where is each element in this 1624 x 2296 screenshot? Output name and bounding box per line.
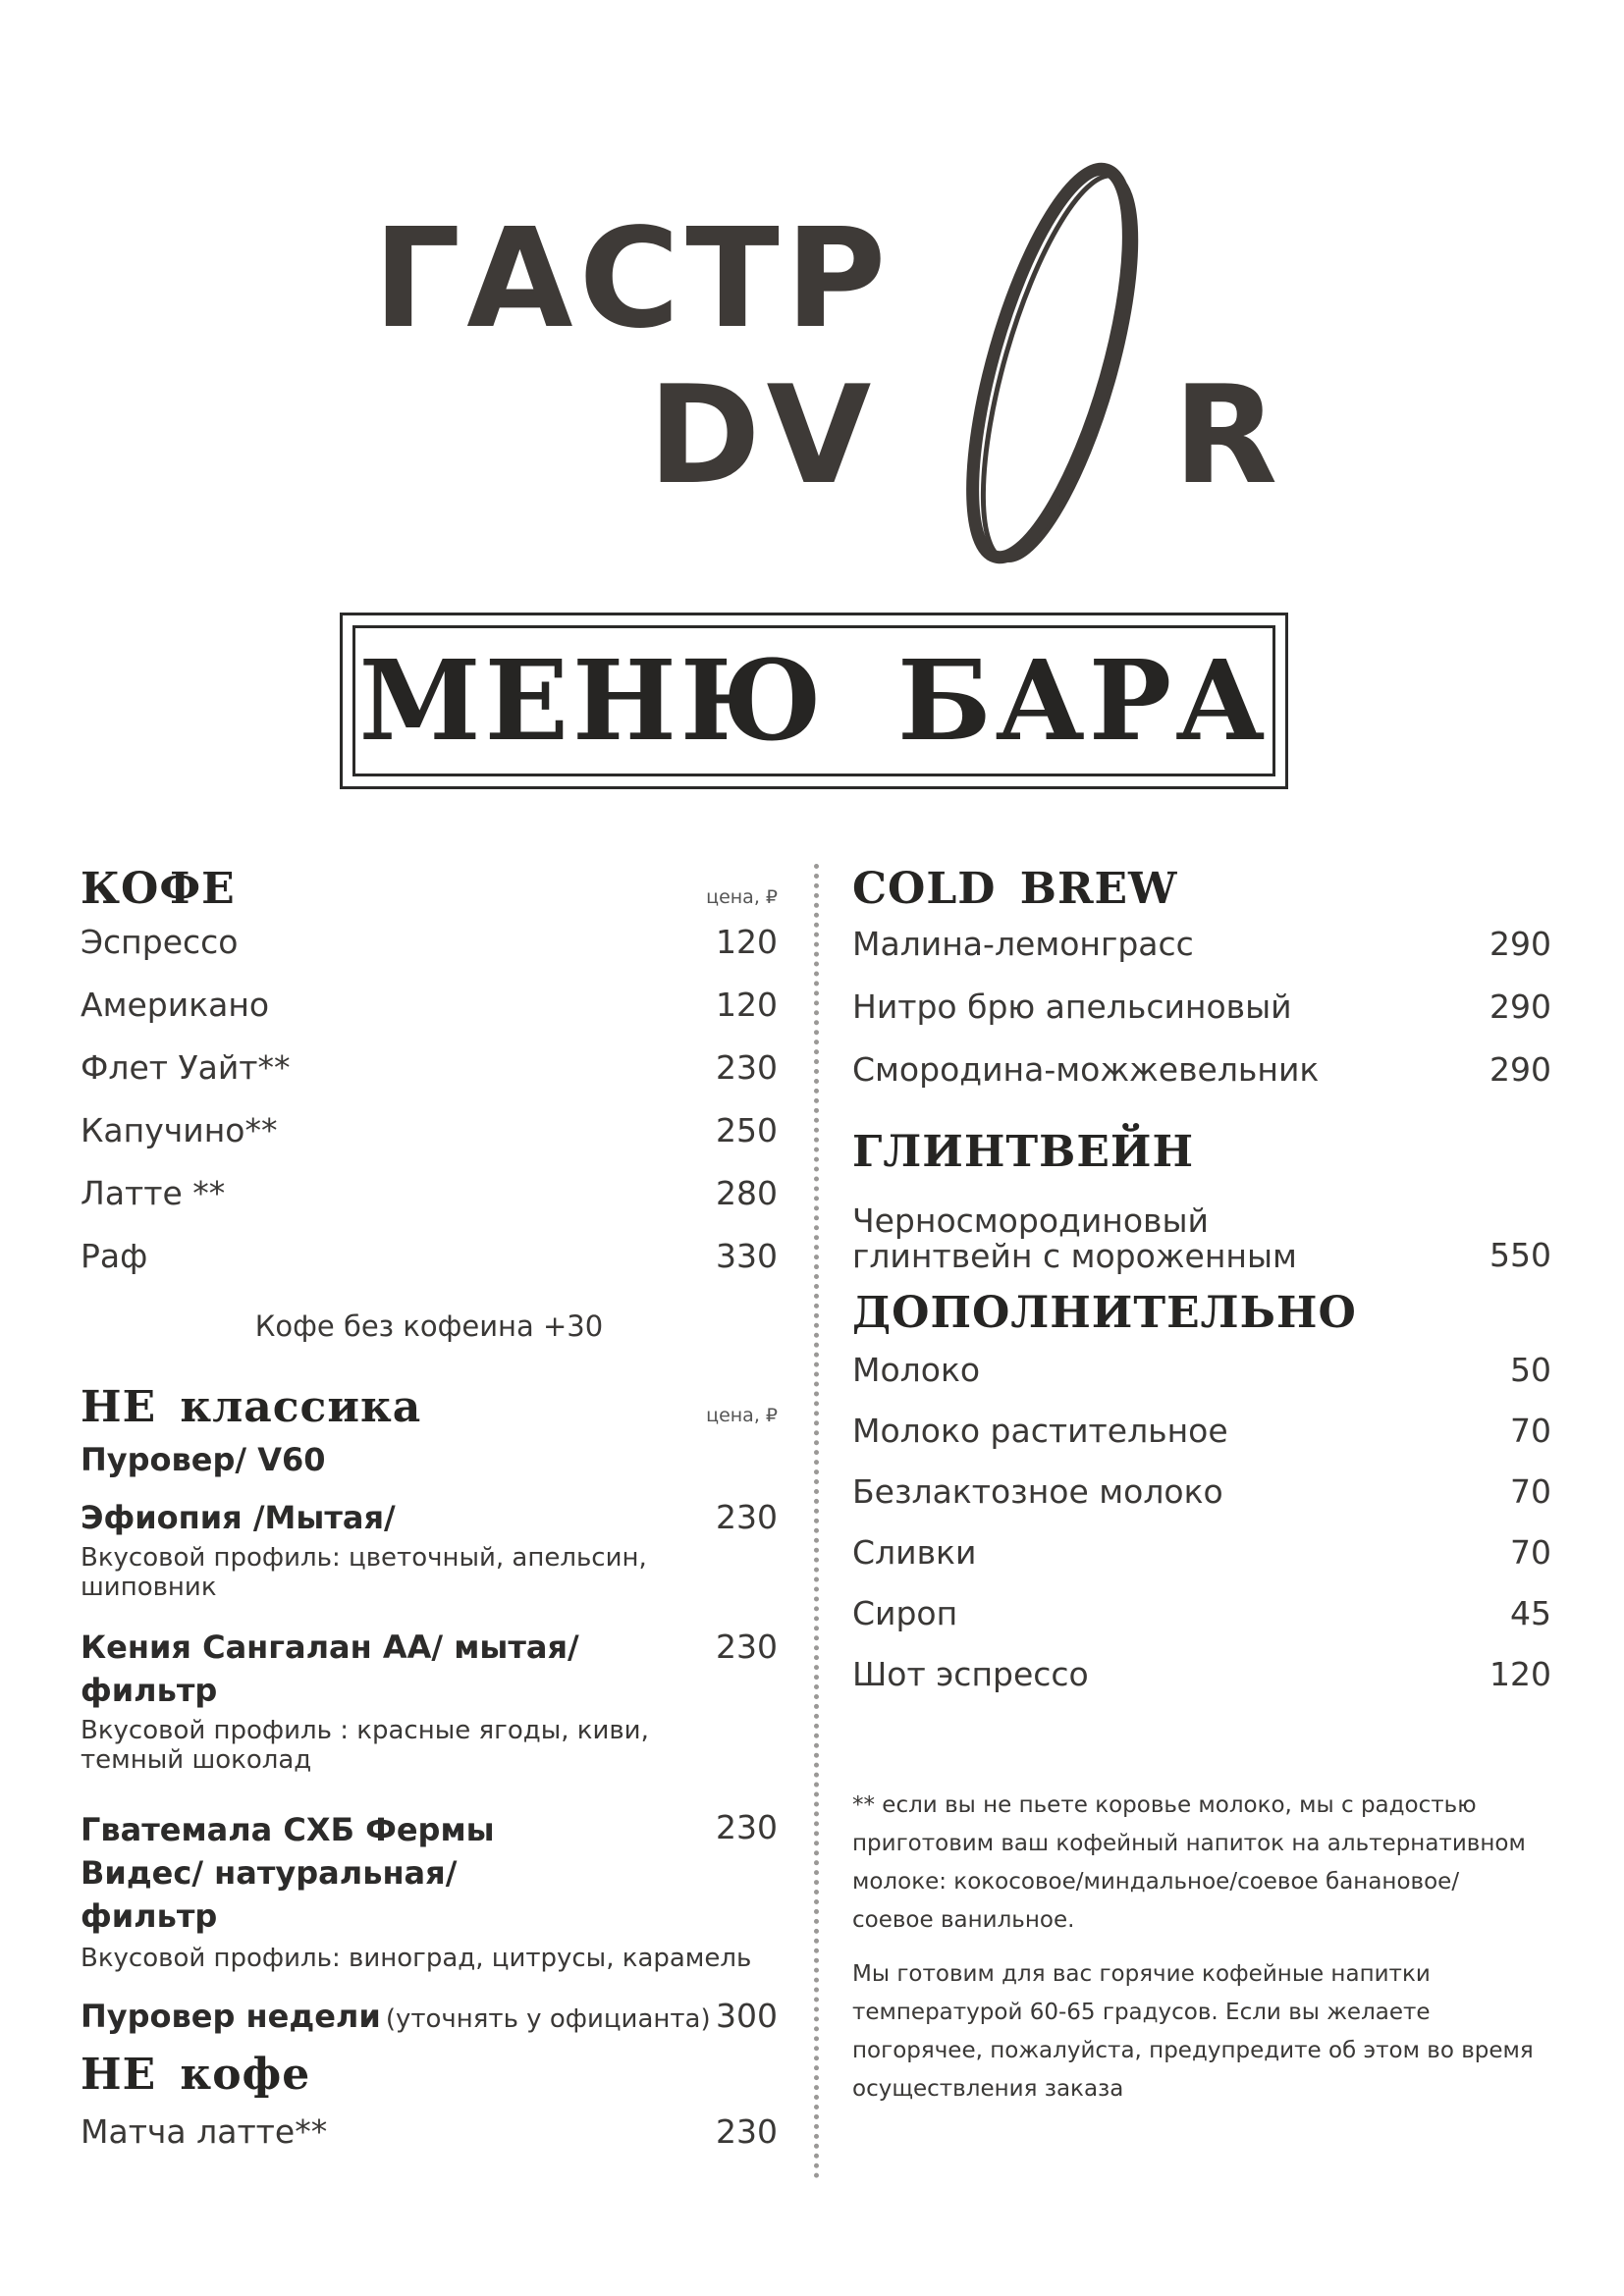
item-price: 70 <box>1510 1412 1551 1450</box>
temperature-note-line: Мы готовим для вас горячие кофейные напитки <box>852 1961 1431 1987</box>
milk-note-line: приготовим ваш кофейный напиток на альтернативном <box>852 1831 1526 1856</box>
item-name: Капучино** <box>81 1111 278 1149</box>
non-classic-price-note: цена, ₽ <box>706 1405 778 1426</box>
item-name: Шот эспрессо <box>852 1655 1089 1693</box>
logo-line-3: R <box>1173 356 1284 514</box>
item-price: 290 <box>1489 925 1551 963</box>
milk-note-line: ** если вы не пьете коровье молоко, мы с радостью <box>852 1792 1477 1818</box>
cold-brew-section <box>852 864 1551 1127</box>
item-price: 120 <box>716 923 778 961</box>
menu-item <box>81 923 778 986</box>
item-price: 330 <box>716 1237 778 1275</box>
menu-item <box>81 1496 778 1539</box>
item-price: 230 <box>716 1048 778 1087</box>
title-inner-frame <box>352 625 1275 776</box>
item-price: 70 <box>1510 1472 1551 1511</box>
coffee-title: КОФЕ <box>81 864 236 914</box>
item-name: Сливки <box>852 1533 977 1572</box>
temperature-note-line: осуществления заказа <box>852 2076 1124 2102</box>
menu-item <box>852 988 1551 1050</box>
title-frame <box>340 613 1288 789</box>
temperature-note <box>852 1955 1551 2109</box>
item-name: Малина-лемонграсс <box>852 925 1194 963</box>
column-divider <box>814 864 819 2179</box>
non-classic-section <box>81 1382 778 2050</box>
menu-item <box>81 1048 778 1111</box>
item-price: 230 <box>716 1628 778 1666</box>
item-name: Эспрессо <box>81 923 239 961</box>
menu-item <box>81 1626 778 1712</box>
item-name: Раф <box>81 1237 148 1275</box>
coffee-section <box>81 864 778 1382</box>
item-price: 50 <box>1510 1351 1551 1389</box>
menu-item <box>852 1190 1551 1274</box>
taste-profile: Вкусовой профиль: цветочный, апельсин, шиповник <box>81 1543 647 1602</box>
item-price: 120 <box>716 986 778 1024</box>
mulled-wine-header <box>852 1127 1551 1190</box>
taste-profile: Вкусовой профиль: виноград, цитрусы, карамель <box>81 1944 752 1973</box>
item-name: Матча латте** <box>81 2112 328 2151</box>
item-name-group <box>81 1995 711 2038</box>
item-name: Безлактозное молоко <box>852 1472 1223 1511</box>
menu-item <box>81 1174 778 1237</box>
menu-item <box>81 2112 778 2175</box>
milk-note <box>852 1787 1551 1940</box>
menu-item <box>81 1237 778 1300</box>
menu-item <box>852 1655 1551 1716</box>
cold-brew-header <box>852 864 1551 925</box>
item-price: 280 <box>716 1174 778 1212</box>
item-name: Молоко <box>852 1351 981 1389</box>
non-classic-header <box>81 1382 778 1441</box>
menu-item <box>852 1050 1551 1127</box>
right-column <box>852 864 1551 2109</box>
item-suffix: (уточнять у официанта) <box>385 2004 711 2034</box>
extras-section <box>852 1288 1551 1716</box>
non-coffee-section <box>81 2050 778 2175</box>
page-title: МЕНЮ БАРА <box>358 636 1270 766</box>
item-price: 550 <box>1489 1236 1551 1274</box>
item-name <box>852 1203 1297 1274</box>
menu-item <box>81 1808 778 1938</box>
menu-item <box>81 1995 778 2050</box>
menu-item <box>852 1533 1551 1594</box>
non-coffee-title: НЕ кофе <box>81 2050 311 2100</box>
menu-item <box>81 986 778 1048</box>
item-name: Гватемала СХБ Фермы Видес/ натуральная/ фильтр <box>81 1811 495 1935</box>
item-price: 45 <box>1510 1594 1551 1632</box>
menu-item <box>852 1472 1551 1533</box>
non-classic-title: НЕ классика <box>81 1382 422 1432</box>
item-name: Молоко растительное <box>852 1412 1228 1450</box>
menu-item <box>852 925 1551 988</box>
coffee-header <box>81 864 778 923</box>
mulled-wine-section <box>852 1127 1551 1274</box>
item-name: Кения Сангалан АА/ мытая/ фильтр <box>81 1629 579 1709</box>
menu-item <box>852 1351 1551 1412</box>
logo-ring-icon <box>903 147 1198 579</box>
logo-line-2: DV <box>648 356 878 514</box>
item-price: 230 <box>716 1498 778 1536</box>
item-price: 290 <box>1489 1050 1551 1089</box>
menu-item <box>852 1594 1551 1655</box>
extras-title: ДОПОЛНИТЕЛЬНО <box>852 1288 1357 1338</box>
item-name: Флет Уайт** <box>81 1048 291 1087</box>
milk-note-line: соевое ванильное. <box>852 1907 1075 1933</box>
milk-note-line: молоке: кокосовое/миндальное/соевое банановое/ <box>852 1869 1460 1895</box>
item-name: Латте ** <box>81 1174 226 1212</box>
item-name-line-2: глинтвейн с мороженным <box>852 1237 1297 1275</box>
decaf-note: Кофе без кофеина +30 <box>254 1309 604 1343</box>
extras-header <box>852 1288 1551 1351</box>
item-name-line-1: Черносмородиновый <box>852 1201 1209 1240</box>
item-name: Нитро брю апельсиновый <box>852 988 1292 1026</box>
item-price: 120 <box>1489 1655 1551 1693</box>
temperature-note-line: погорячее, пожалуйста, предупредите об этом во время <box>852 2038 1534 2063</box>
logo <box>0 0 1624 589</box>
item-name: Смородина-можжевельник <box>852 1050 1320 1089</box>
temperature-note-line: температурой 60-65 градусов. Если вы желаете <box>852 2000 1431 2025</box>
logo-line-1: ГАСТР <box>373 199 893 359</box>
cold-brew-title: COLD BREW <box>852 864 1178 914</box>
item-price: 300 <box>716 1997 778 2035</box>
pourover-subtitle: Пуровер/ V60 <box>81 1441 326 1478</box>
menu-item <box>81 1111 778 1174</box>
item-price: 70 <box>1510 1533 1551 1572</box>
menu-item <box>852 1412 1551 1472</box>
mulled-wine-title: ГЛИНТВЕЙН <box>852 1127 1195 1177</box>
item-name: Американо <box>81 986 270 1024</box>
item-price: 250 <box>716 1111 778 1149</box>
taste-profile: Вкусовой профиль : красные ягоды, киви, темный шоколад <box>81 1716 649 1775</box>
left-column <box>81 864 778 2175</box>
item-name: Пуровер недели <box>81 1998 381 2035</box>
item-price: 230 <box>716 2112 778 2151</box>
item-price: 230 <box>716 1808 778 1846</box>
non-coffee-header <box>81 2050 778 2112</box>
item-name: Эфиопия /Мытая/ <box>81 1499 396 1536</box>
item-price: 290 <box>1489 988 1551 1026</box>
coffee-price-note: цена, ₽ <box>706 886 778 908</box>
item-name: Сироп <box>852 1594 958 1632</box>
